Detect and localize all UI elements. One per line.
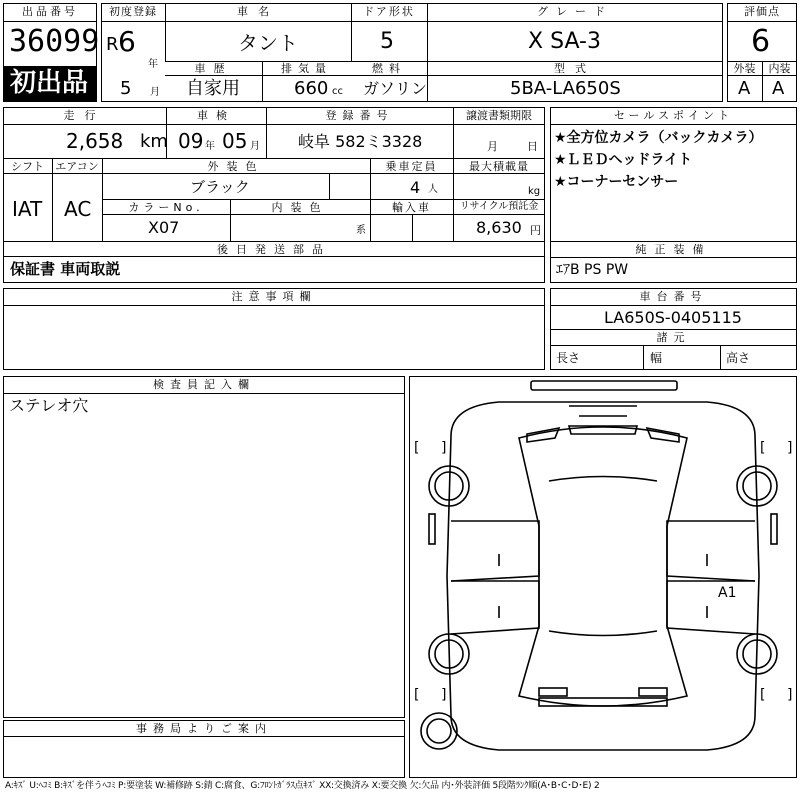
car-name-value: タント <box>238 31 298 55</box>
dims-height: 高さ <box>726 351 751 365</box>
transfer-month-unit: 月 <box>487 140 498 153</box>
door-label: ドア形状 <box>363 5 415 18</box>
exterior-color-label: 外装色 <box>207 160 265 173</box>
transfer-day-unit: 日 <box>527 140 538 153</box>
damage-mark-a1: A1 <box>718 585 737 601</box>
exterior-label: 外装 <box>733 62 756 75</box>
displacement-label: 排気量 <box>281 62 332 75</box>
fuel-label: 燃料 <box>372 62 406 75</box>
bracket-front-left-close: ] <box>441 440 447 456</box>
history-label: 車歴 <box>194 62 233 75</box>
equipment-label: 純正装備 <box>635 243 712 256</box>
model-value: 5BA-LA650S <box>510 78 621 99</box>
inspection-year-unit: 年 <box>205 141 215 152</box>
inspection-year: 09 <box>178 129 204 153</box>
first-reg-month: 5 <box>120 78 132 99</box>
color-no-label: カラーNo. <box>128 201 204 214</box>
exterior-color-value: ブラック <box>190 178 250 196</box>
bracket-rear-right-close: ] <box>787 687 793 703</box>
first-reg-era: R <box>106 34 119 55</box>
inspector-box <box>3 376 405 718</box>
exterior-score: A <box>738 78 751 99</box>
door-value: 5 <box>380 29 394 54</box>
interior-score: A <box>772 78 785 99</box>
capacity-value: 4 <box>410 178 421 197</box>
inspection-month: 05 <box>222 129 248 153</box>
equipment-value: ｴｱB PS PW <box>556 262 629 278</box>
grade-value: X SA-3 <box>528 29 601 54</box>
history-value: 自家用 <box>186 78 240 99</box>
first-reg-year: 6 <box>118 25 136 58</box>
capacity-unit: 人 <box>428 184 438 195</box>
recycle-label: リサイクル預託金 <box>459 201 539 212</box>
first-listing-text: 初出品 <box>10 68 89 98</box>
lot-label: 出品番号 <box>22 5 78 18</box>
load-label: 最大積載量 <box>469 160 529 173</box>
grade-label: グレード <box>537 5 613 18</box>
bracket-rear-left-close: ] <box>441 687 447 703</box>
interior-label: 内装 <box>768 62 791 75</box>
first-reg-year-unit: 年 <box>148 59 158 70</box>
inspector-label: 検査員記入欄 <box>153 378 255 391</box>
capacity-label: 乗車定員 <box>385 160 438 173</box>
dims-label: 諸元 <box>656 331 691 344</box>
later-parts-value: 保証書 車両取説 <box>10 260 121 278</box>
chassis-label: 車台番号 <box>639 290 708 303</box>
registration-label: 登録番号 <box>325 109 394 122</box>
score-value: 6 <box>751 24 771 59</box>
chassis-value: LA650S-0405115 <box>604 308 742 327</box>
model-label: 型式 <box>554 62 596 75</box>
notes-label: 注意事項欄 <box>231 290 317 303</box>
lot-number: 36099 <box>9 24 100 59</box>
legend-text: A:ｷｽﾞ U:ﾍｺﾐ B:ｷｽﾞを伴うﾍｺﾐ P:要塗装 W:補修跡 S:錆 C:腐食、G:ﾌﾛﾝﾄｶﾞﾗｽ点ｷｽﾞ XX:交換済み X:要交換 欠:欠品 内･外装評価 5段階ﾗﾝｸ順(A･B･C･D･E) 2 <box>5 781 600 791</box>
score-label: 評価点 <box>744 5 780 18</box>
inspection-label: 車検 <box>197 109 235 122</box>
fuel-value: ガソリン <box>363 79 428 98</box>
first-reg-month-unit: 月 <box>150 87 160 98</box>
bracket-rear-left: [ <box>414 687 420 703</box>
shift-value: IAT <box>12 197 43 221</box>
dims-length: 長さ <box>556 351 581 365</box>
office-label: 事務局よりご案内 <box>136 722 272 735</box>
transfer-label: 譲渡書類期限 <box>466 109 532 122</box>
mileage-value: 2,658 <box>66 129 124 153</box>
mileage-unit: km <box>140 131 168 152</box>
mileage-label: 走行 <box>63 109 106 122</box>
sales-point-2: ★ＬＥＤヘッドライト <box>554 152 693 168</box>
car-name-label: 車名 <box>237 5 279 18</box>
sales-points-label: セールスポイント <box>613 109 733 122</box>
inspection-month-unit: 月 <box>250 141 260 152</box>
interior-color-label: 内装色 <box>271 201 329 214</box>
bracket-rear-right: [ <box>760 687 766 703</box>
first-reg-label: 初度登録 <box>109 5 157 18</box>
recycle-value: 8,630 <box>476 218 522 237</box>
displacement-value: 660 <box>294 78 329 99</box>
sales-point-1: ★全方位カメラ（バックカメラ） <box>554 130 763 146</box>
car-diagram <box>409 376 797 778</box>
bracket-front-right-close: ] <box>787 440 793 456</box>
import-label: 輸入車 <box>392 201 431 214</box>
aircon-label: エアコン <box>55 160 99 173</box>
bracket-front-right: [ <box>760 440 766 456</box>
interior-color-unit: 系 <box>356 225 366 236</box>
registration-value: 岐阜 582ミ3328 <box>298 132 423 151</box>
color-no-value: X07 <box>148 218 180 237</box>
sales-point-3: ★コーナーセンサー <box>554 174 679 190</box>
bracket-front-left: [ <box>414 440 420 456</box>
later-parts-label: 後日発送部品 <box>217 243 331 256</box>
inspector-note: ステレオ穴 <box>9 396 89 415</box>
displacement-unit: cc <box>332 86 343 97</box>
shift-label: シフト <box>11 160 44 173</box>
recycle-unit: 円 <box>530 224 541 237</box>
dims-width: 幅 <box>650 351 663 365</box>
load-unit: kg <box>528 186 541 197</box>
aircon-value: AC <box>64 197 92 221</box>
